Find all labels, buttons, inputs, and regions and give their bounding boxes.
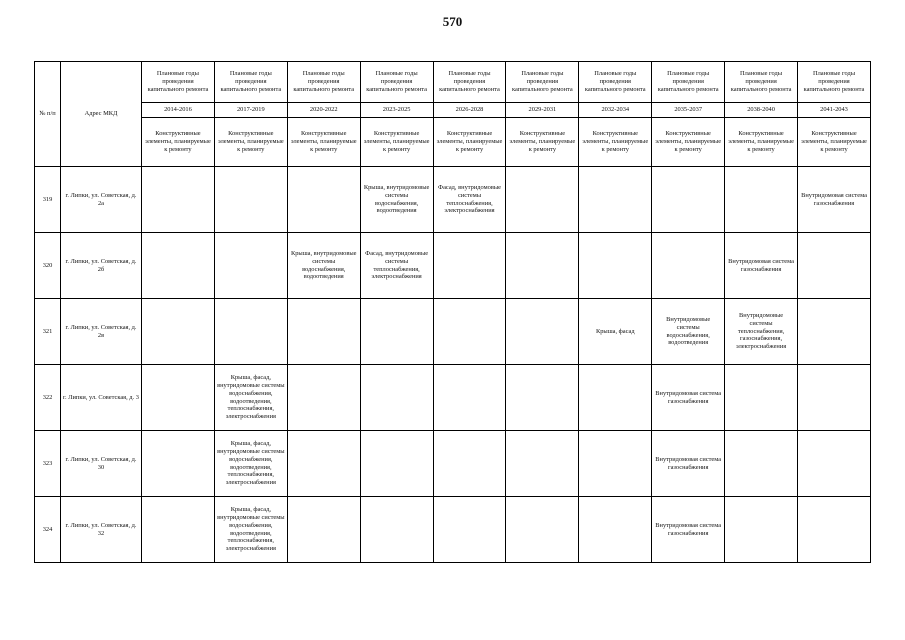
planned-years-header: Плановые годы проведения капитального ремонта — [798, 62, 871, 103]
address-cell: г. Липки, ул. Советская, д. 30 — [61, 431, 142, 497]
period-header: 2038-2040 — [725, 103, 798, 118]
repair-elements-cell — [579, 233, 652, 299]
planned-years-header: Плановые годы проведения капитального ремонта — [433, 62, 506, 103]
table-row — [35, 365, 871, 431]
repair-elements-cell — [506, 299, 579, 365]
repair-elements-cell — [287, 299, 360, 365]
repair-elements-cell: Внутридомовые системы теплоснабжения, газоснабжения, электроснабжения — [725, 299, 798, 365]
repair-elements-cell — [506, 497, 579, 563]
period-header: 2020-2022 — [287, 103, 360, 118]
repair-elements-cell — [360, 497, 433, 563]
address-cell: г. Липки, ул. Советская, д. 2б — [61, 233, 142, 299]
repair-elements-cell: Крыша, фасад — [579, 299, 652, 365]
repair-elements-cell — [214, 167, 287, 233]
repair-elements-cell — [579, 431, 652, 497]
repair-elements-cell — [360, 365, 433, 431]
repair-elements-cell — [142, 365, 215, 431]
repair-elements-cell — [142, 299, 215, 365]
elements-header: Конструктивные элементы, планируемые к ремонту — [652, 118, 725, 167]
repair-elements-cell: Внутридомовая система газоснабжения — [652, 365, 725, 431]
repair-elements-cell — [142, 167, 215, 233]
elements-header: Конструктивные элементы, планируемые к ремонту — [287, 118, 360, 167]
planned-years-header: Плановые годы проведения капитального ремонта — [579, 62, 652, 103]
repair-elements-cell — [506, 431, 579, 497]
repair-elements-cell: Крыша, фасад, внутридомовые системы водоснабжения, водоотведения, теплоснабжения, электроснабжения — [214, 431, 287, 497]
repair-elements-cell — [652, 233, 725, 299]
repair-elements-cell — [142, 233, 215, 299]
table-row — [35, 431, 871, 497]
repair-elements-cell — [433, 299, 506, 365]
period-header: 2026-2028 — [433, 103, 506, 118]
repair-elements-cell: Фасад, внутридомовые системы теплоснабжения, электроснабжения — [360, 233, 433, 299]
planned-years-header: Плановые годы проведения капитального ремонта — [287, 62, 360, 103]
planned-years-header: Плановые годы проведения капитального ремонта — [506, 62, 579, 103]
repair-elements-cell: Фасад, внутридомовые системы теплоснабжения, электроснабжения — [433, 167, 506, 233]
address-cell: г. Липки, ул. Советская, д. 2а — [61, 167, 142, 233]
table-row — [35, 233, 871, 299]
header-row-planned-years — [35, 62, 871, 103]
period-header: 2023-2025 — [360, 103, 433, 118]
repair-elements-cell: Крыша, внутридомовые системы водоснабжения, водоотведения — [287, 233, 360, 299]
header-row-elements — [35, 118, 871, 167]
elements-header: Конструктивные элементы, планируемые к ремонту — [214, 118, 287, 167]
row-number-cell: 322 — [35, 365, 61, 431]
num-column-header: № п/п — [35, 62, 61, 167]
planned-years-header: Плановые годы проведения капитального ремонта — [142, 62, 215, 103]
repair-elements-cell — [433, 365, 506, 431]
repair-elements-cell — [433, 233, 506, 299]
repair-elements-cell: Внутридомовая система газоснабжения — [652, 431, 725, 497]
header-row-periods — [35, 103, 871, 118]
elements-header: Конструктивные элементы, планируемые к ремонту — [579, 118, 652, 167]
row-number-cell: 324 — [35, 497, 61, 563]
repair-elements-cell — [287, 431, 360, 497]
planned-years-header: Плановые годы проведения капитального ремонта — [214, 62, 287, 103]
row-number-cell: 319 — [35, 167, 61, 233]
repair-elements-cell — [798, 497, 871, 563]
table-body — [35, 167, 871, 563]
elements-header: Конструктивные элементы, планируемые к ремонту — [506, 118, 579, 167]
repair-elements-cell: Внутридомовая система газоснабжения — [652, 497, 725, 563]
repair-elements-cell — [433, 497, 506, 563]
address-cell: г. Липки, ул. Советская, д. 32 — [61, 497, 142, 563]
repair-elements-cell — [287, 497, 360, 563]
period-header: 2032-2034 — [579, 103, 652, 118]
elements-header: Конструктивные элементы, планируемые к ремонту — [433, 118, 506, 167]
repair-elements-cell — [360, 299, 433, 365]
repair-elements-cell: Внутридомовая система газоснабжения — [725, 233, 798, 299]
period-header: 2017-2019 — [214, 103, 287, 118]
period-header: 2014-2016 — [142, 103, 215, 118]
repair-elements-cell — [214, 299, 287, 365]
row-number-cell: 320 — [35, 233, 61, 299]
row-number-cell: 323 — [35, 431, 61, 497]
address-column-header: Адрес МКД — [61, 62, 142, 167]
planned-years-header: Плановые годы проведения капитального ремонта — [360, 62, 433, 103]
address-cell: г. Липки, ул. Советская, д. 3 — [61, 365, 142, 431]
repair-elements-cell — [506, 365, 579, 431]
repair-elements-cell — [725, 365, 798, 431]
repair-elements-cell — [287, 365, 360, 431]
period-header: 2029-2031 — [506, 103, 579, 118]
repair-elements-cell — [579, 365, 652, 431]
row-number-cell: 321 — [35, 299, 61, 365]
table-row — [35, 167, 871, 233]
repair-elements-cell — [579, 167, 652, 233]
repair-elements-cell — [142, 497, 215, 563]
repair-elements-cell — [798, 431, 871, 497]
repair-elements-cell — [142, 431, 215, 497]
elements-header: Конструктивные элементы, планируемые к ремонту — [725, 118, 798, 167]
repair-elements-cell: Крыша, фасад, внутридомовые системы водоснабжения, водоотведения, теплоснабжения, электроснабжения — [214, 497, 287, 563]
repair-elements-cell — [725, 431, 798, 497]
repair-elements-cell: Крыша, фасад, внутридомовые системы водоснабжения, водоотведения, теплоснабжения, электроснабжения — [214, 365, 287, 431]
elements-header: Конструктивные элементы, планируемые к ремонту — [142, 118, 215, 167]
table-row — [35, 497, 871, 563]
repair-elements-cell — [214, 233, 287, 299]
repair-elements-cell: Внутридомовые системы водоснабжения, водоотведения — [652, 299, 725, 365]
period-header: 2041-2043 — [798, 103, 871, 118]
repair-elements-cell — [433, 431, 506, 497]
table-row — [35, 299, 871, 365]
repair-elements-cell — [287, 167, 360, 233]
repair-elements-cell — [579, 497, 652, 563]
repair-elements-cell — [506, 167, 579, 233]
repair-elements-cell — [798, 233, 871, 299]
repair-elements-cell — [725, 167, 798, 233]
repair-elements-cell — [506, 233, 579, 299]
repair-elements-cell — [798, 299, 871, 365]
repair-elements-cell — [725, 497, 798, 563]
repair-elements-cell — [798, 365, 871, 431]
repair-elements-cell — [360, 431, 433, 497]
page-number: 570 — [442, 14, 463, 29]
capital-repair-plan-table — [34, 61, 871, 563]
address-cell: г. Липки, ул. Советская, д. 2в — [61, 299, 142, 365]
repair-elements-cell: Крыша, внутридомовые системы водоснабжения, водоотведения — [360, 167, 433, 233]
repair-elements-cell — [652, 167, 725, 233]
period-header: 2035-2037 — [652, 103, 725, 118]
repair-elements-cell: Внутридомовая система газоснабжения — [798, 167, 871, 233]
elements-header: Конструктивные элементы, планируемые к ремонту — [798, 118, 871, 167]
planned-years-header: Плановые годы проведения капитального ремонта — [652, 62, 725, 103]
planned-years-header: Плановые годы проведения капитального ремонта — [725, 62, 798, 103]
elements-header: Конструктивные элементы, планируемые к ремонту — [360, 118, 433, 167]
